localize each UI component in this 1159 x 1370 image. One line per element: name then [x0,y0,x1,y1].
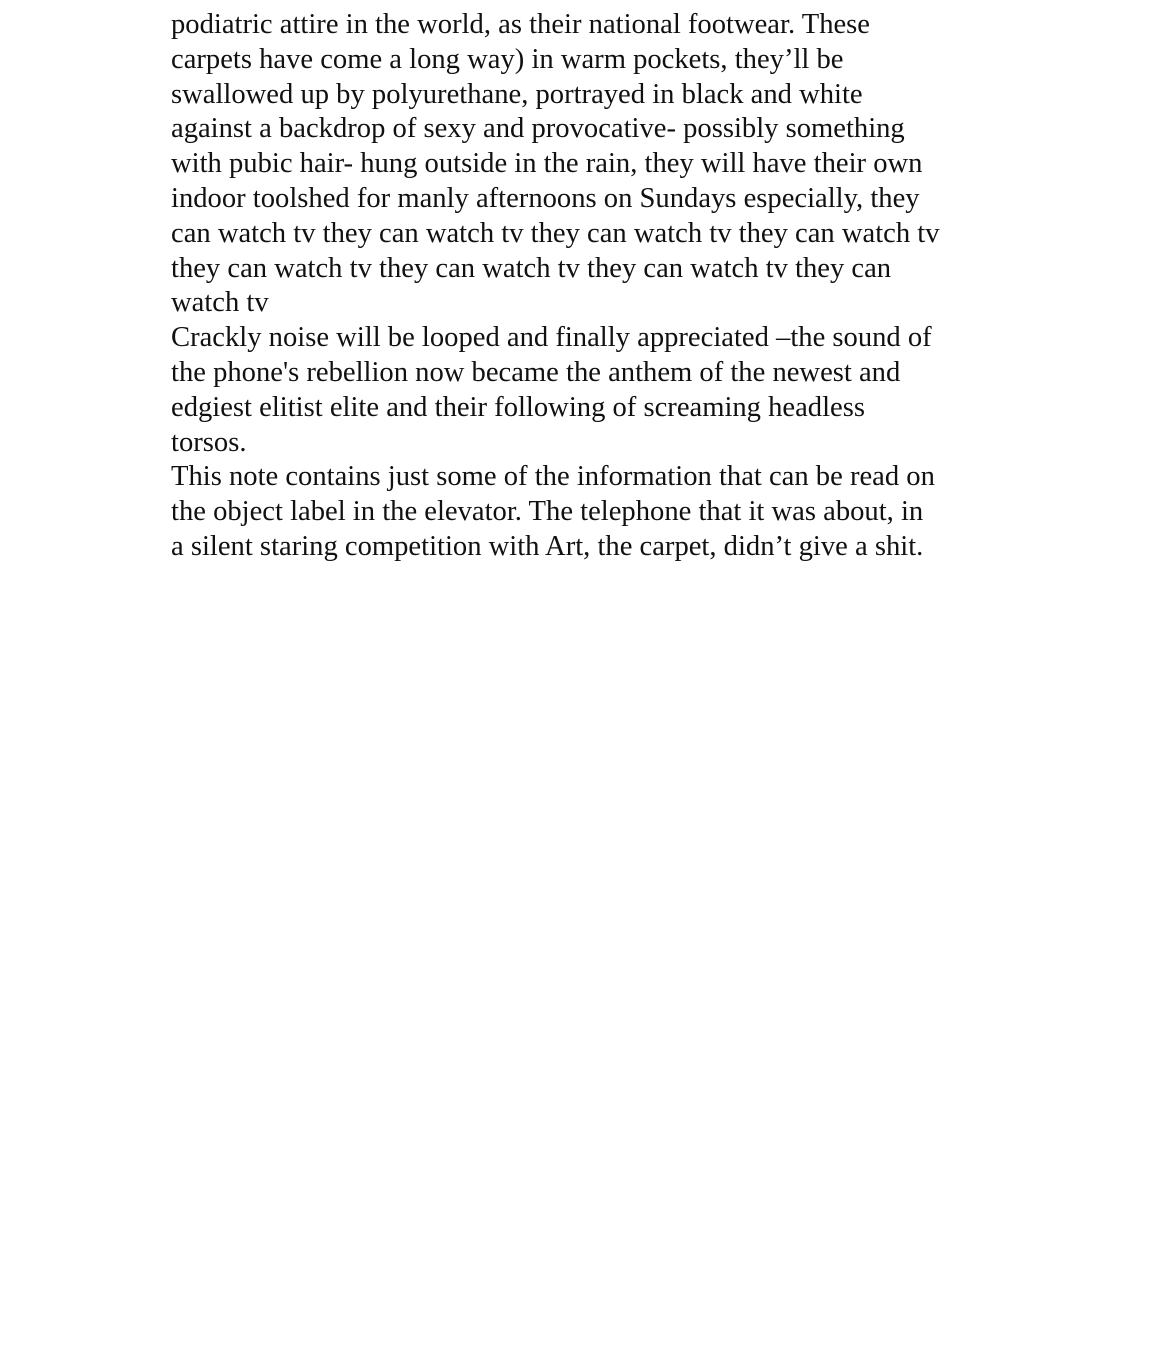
text-line: with pubic hair- hung outside in the rain, they will have their own [171,148,923,180]
text-line: torsos. [171,426,247,458]
paragraph-carpets [171,8,1001,321]
text-line: podiatric attire in the world, as their national footwear. These [171,9,870,40]
text-line: the object label in the elevator. The telephone that it was about, in [171,496,924,528]
text-line: can watch tv they can watch tv they can watch tv they can watch tv [171,217,940,249]
text-line: a silent staring competition with Art, the carpet, didn’t give a shit. [171,530,924,562]
text-line: the phone's rebellion now became the anthem of the newest and [171,356,901,388]
text-line: against a backdrop of sexy and provocative- possibly something [171,113,905,145]
text-line: indoor toolshed for manly afternoons on Sundays especially, they [171,182,920,214]
text-line: This note contains just some of the information that can be read on [171,461,935,493]
text-line: they can watch tv they can watch tv they can watch tv they can [171,252,892,284]
text-line: swallowed up by polyurethane, portrayed in black and white [171,78,863,110]
text-line: Crackly noise will be looped and finally appreciated –the sound of [171,322,932,354]
text-line: edgiest elitist elite and their following of screaming headless [171,391,865,423]
paragraph-crackly-noise [171,321,1001,460]
text-line: carpets have come a long way) in warm pockets, they’ll be [171,43,844,75]
body-text [171,8,1001,565]
paragraph-note [171,460,1001,564]
text-line: watch tv [171,287,269,319]
